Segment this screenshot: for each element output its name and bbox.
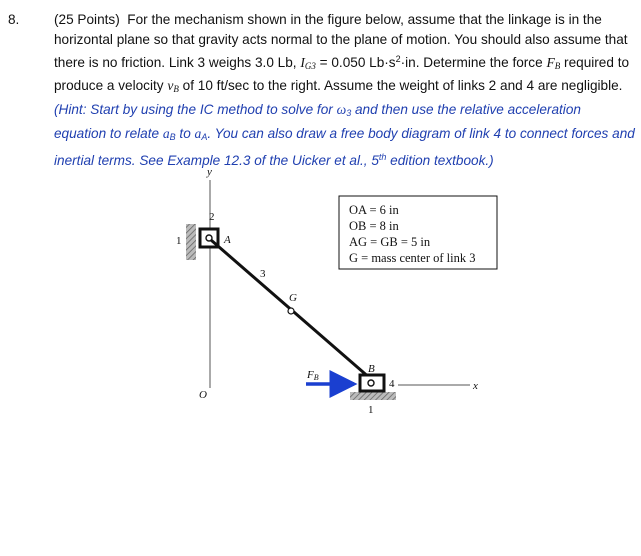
points-label: (25 Points) <box>54 12 120 27</box>
link-3-label: 3 <box>260 268 266 280</box>
edition-superscript: th <box>378 151 387 162</box>
hint-part-5: edition textbook.) <box>386 152 494 168</box>
accel-a-subscript: A <box>201 131 208 142</box>
hint-part-2: and then use the relative acceleration equation to relate <box>54 102 581 141</box>
dim-ob: OB = 8 in <box>349 219 399 233</box>
dim-oa: OA = 6 in <box>349 203 399 217</box>
problem-text-2: = 0.050 Lb·s <box>315 54 396 70</box>
force-symbol: F <box>546 54 555 70</box>
accel-b-symbol: a <box>162 125 170 141</box>
problem-text-5: of 10 ft/sec to the right. Assume the weight of links 2 and 4 are negligible. <box>178 78 623 94</box>
y-axis-label: y <box>207 166 212 178</box>
inertia-symbol: I <box>300 54 305 70</box>
link-4-label: 4 <box>389 378 395 390</box>
inertia-subscript: G3 <box>304 60 316 71</box>
force-label-sub: B <box>313 373 319 382</box>
x-axis-label: x <box>473 380 478 392</box>
problem-text-3: ·in. Determine the force <box>400 54 547 70</box>
link-2-label: 2 <box>209 211 215 223</box>
velocity-subscript: B <box>173 84 179 95</box>
hint-part-4: . You can also draw a free body diagram of link 4 to connect forces and inertial terms. See Example 12.3 of the Uicker et al., 5 <box>54 125 635 168</box>
force-label-f: F <box>307 369 314 381</box>
origin-label: O <box>199 389 207 401</box>
dim-ag-gb: AG = GB = 5 in <box>349 235 431 249</box>
velocity-symbol: v <box>167 78 174 94</box>
problem-text-4: required to produce a velocity <box>54 54 630 94</box>
hint-part-3: to <box>175 125 195 141</box>
accel-b-subscript: B <box>169 131 176 142</box>
ground-label-bottom: 1 <box>368 404 374 416</box>
accel-a-symbol: a <box>194 125 202 141</box>
mass-center-g <box>288 308 294 314</box>
force-subscript: B <box>554 60 561 71</box>
bottom-ground-hatch <box>350 392 396 400</box>
squared-superscript: 2 <box>395 53 401 64</box>
problem-number: 8. <box>8 12 20 27</box>
pin-b <box>368 380 374 386</box>
omega-subscript: 3 <box>346 108 352 119</box>
ground-label-left: 1 <box>176 235 182 247</box>
omega-symbol: ω <box>336 102 347 118</box>
force-label <box>306 369 319 382</box>
dim-g-def: G = mass center of link 3 <box>349 251 476 265</box>
left-ground-hatch <box>186 224 196 260</box>
point-a-label: A <box>224 234 231 246</box>
hint-part-1: (Hint: Start by using the IC method to solve for <box>54 102 337 118</box>
point-b-label: B <box>368 363 375 375</box>
point-g-label: G <box>289 292 297 304</box>
problem-text-1: For the mechanism shown in the figure below, assume that the linkage is in the horizontal plane so that gravity acts normal to the plane of motion. You should also assume that there is no friction. Link 3 weighs 3.0 Lb, <box>54 12 628 70</box>
